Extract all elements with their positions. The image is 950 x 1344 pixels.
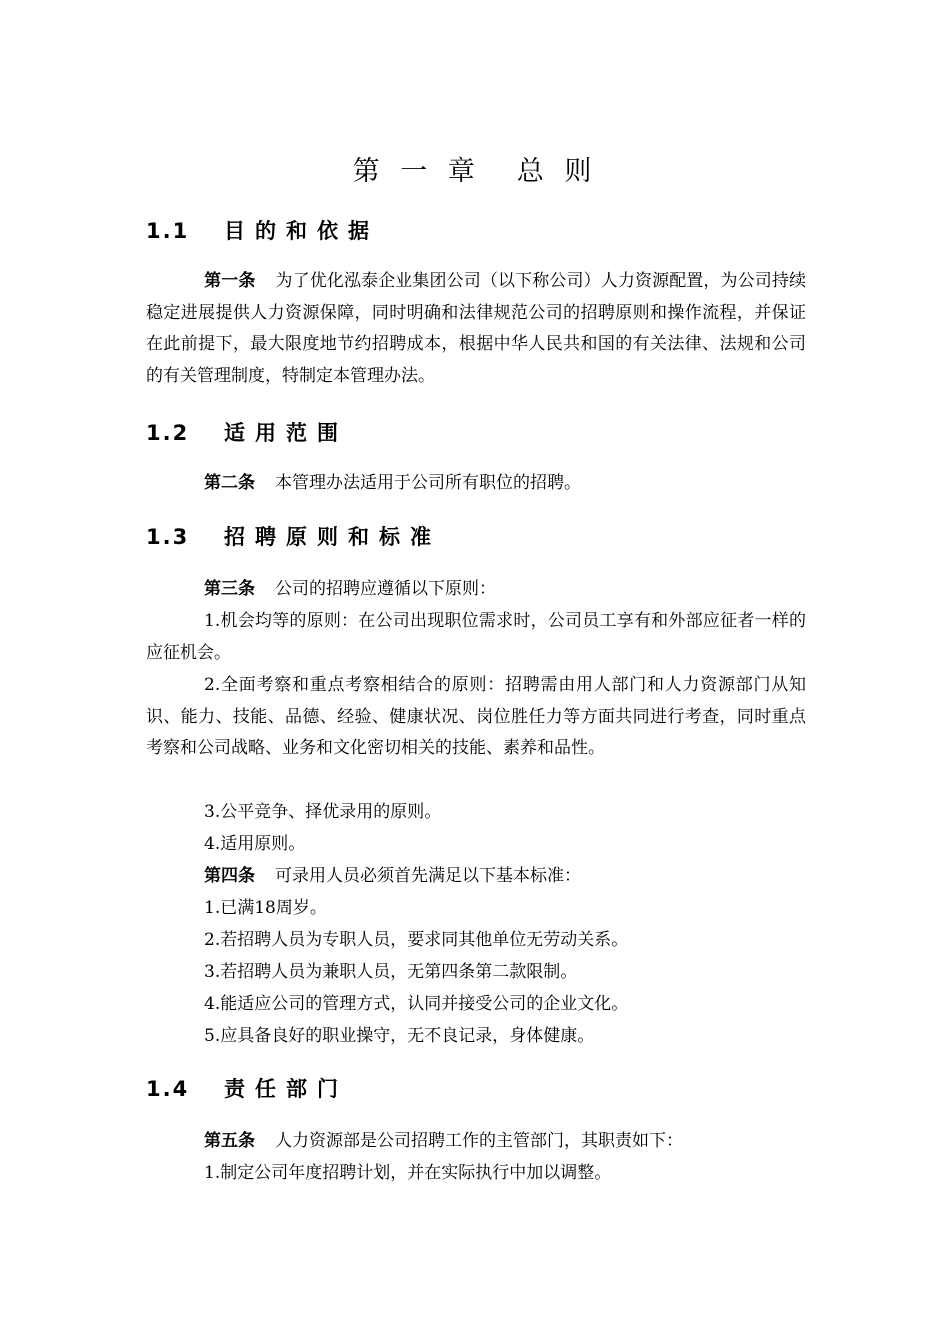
article-label: 第二条 [204,473,255,493]
item-number: 3. [204,962,221,982]
list-item [146,829,806,861]
section-heading-1-3 [146,522,441,552]
section-title: 目的和依据 [224,219,379,243]
section-heading-1-1 [146,216,379,246]
list-item [146,1158,806,1190]
item-number: 3. [204,802,221,822]
list-item [146,606,806,669]
article-label: 第四条 [204,866,255,886]
item-number: 4. [204,994,221,1014]
article-text: 为了优化泓泰企业集团公司（以下称公司）人力资源配置，为公司持续稳定进展提供人力资源保障，同时明确和法律规范公司的招聘原则和操作流程，并保证在此前提下，最大限度地节约招聘成本，根据中华人民共和国的有关法律、法规和公司的有关管理制度，特制定本管理办法。 [146,271,807,387]
article-label: 第五条 [204,1131,255,1151]
item-number: 1. [204,898,221,918]
item-text: 全面考察和重点考察相结合的原则：招聘需由用人部门和人力资源部门从知识、能力、技能、品德、经验、健康状况、岗位胜任力等方面共同进行考查，同时重点考察和公司战略、业务和文化密切相关的技能、素养和品性。 [146,675,806,759]
item-number: 4. [204,834,221,854]
item-text: 适用原则。 [220,834,306,854]
item-number: 2. [204,675,221,695]
item-text: 能适应公司的管理方式，认同并接受公司的企业文化。 [220,994,629,1014]
list-item [146,797,806,829]
article-label: 第三条 [204,579,255,599]
section-number: 1.1 [146,219,190,243]
article-5 [146,1126,806,1158]
section-title: 招聘原则和标准 [224,525,441,549]
list-item [146,670,806,765]
item-number: 2. [204,930,221,950]
article-2 [146,468,806,500]
list-item [146,989,806,1021]
item-text: 公平竞争、择优录用的原则。 [220,802,442,822]
item-text: 若招聘人员为专职人员，要求同其他单位无劳动关系。 [220,930,629,950]
list-item [146,925,806,957]
list-item [146,957,806,989]
article-1 [146,266,806,393]
item-text: 已满18周岁。 [220,898,327,918]
list-item [146,1021,806,1053]
chapter-heading [0,152,950,192]
article-text: 人力资源部是公司招聘工作的主管部门，其职责如下： [275,1131,683,1151]
section-number: 1.2 [146,421,190,445]
item-number: 5. [204,1026,221,1046]
section-heading-1-2 [146,418,348,448]
item-text: 若招聘人员为兼职人员，无第四条第二款限制。 [220,962,578,982]
section-number: 1.4 [146,1077,190,1101]
section-heading-1-4 [146,1074,348,1104]
item-text: 机会均等的原则：在公司出现职位需求时，公司员工享有和外部应征者一样的应征机会。 [146,611,806,663]
section-number: 1.3 [146,525,190,549]
item-number: 1. [204,611,221,631]
article-3 [146,574,806,606]
item-number: 1. [204,1163,221,1183]
article-text: 本管理办法适用于公司所有职位的招聘。 [275,473,581,493]
list-item [146,893,806,925]
article-4 [146,861,806,893]
item-text: 应具备良好的职业操守，无不良记录，身体健康。 [220,1026,595,1046]
chapter-title: 总 则 [516,156,598,187]
article-text: 公司的招聘应遵循以下原则： [275,579,496,599]
item-text: 制定公司年度招聘计划，并在实际执行中加以调整。 [220,1163,612,1183]
chapter-number: 第 一 章 [352,156,481,187]
section-title: 适用范围 [224,421,348,445]
article-label: 第一条 [204,271,256,291]
section-title: 责任部门 [224,1077,348,1101]
article-text: 可录用人员必须首先满足以下基本标准： [275,866,581,886]
